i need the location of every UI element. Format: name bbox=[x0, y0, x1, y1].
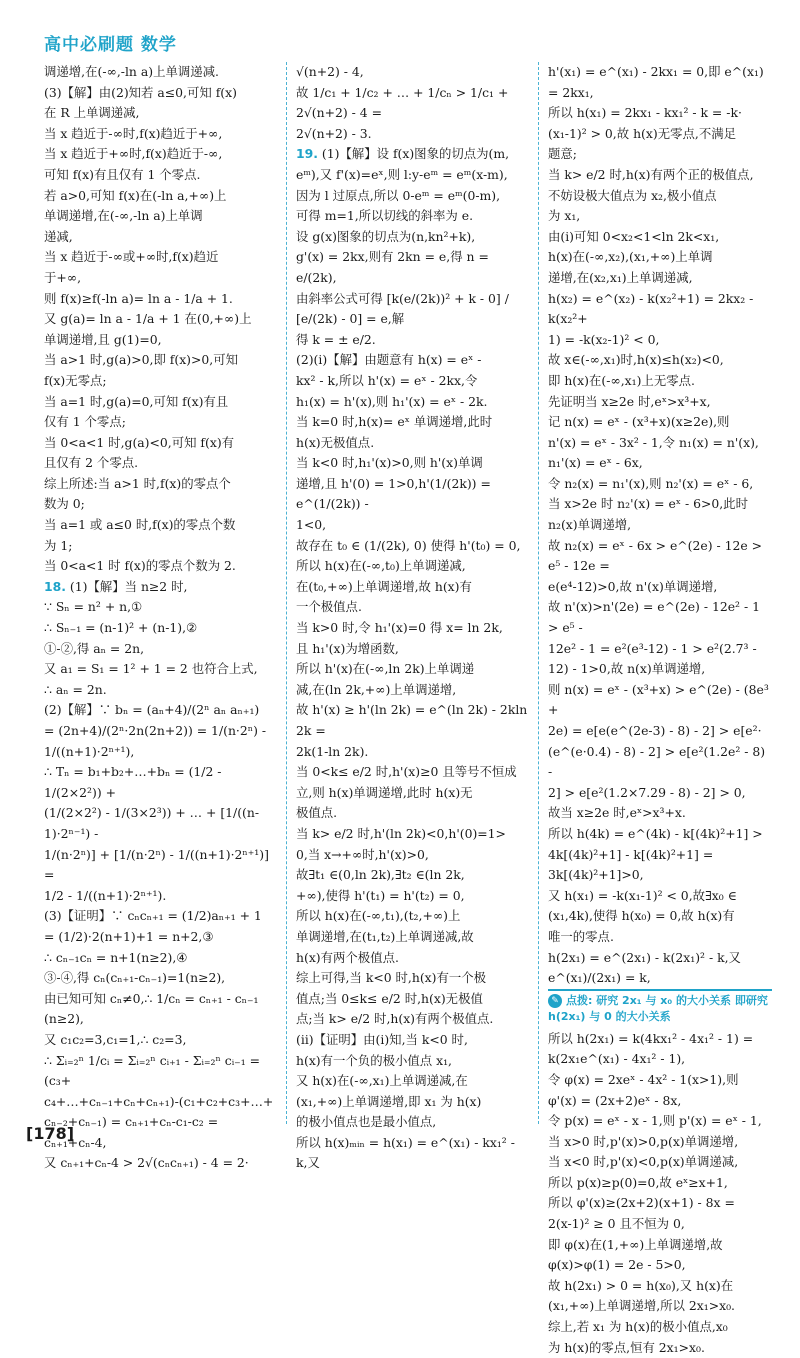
text-line: 当 x<0 时,p'(x)<0,p(x)单调递减, bbox=[548, 1154, 739, 1170]
text-line: 为 1; bbox=[44, 537, 73, 553]
text-line: 又 a₁ = S₁ = 1² + 1 = 2 也符合上式, bbox=[44, 661, 258, 677]
text-line: 又 cₙ₊₁+cₙ-4 > 2√(cₙcₙ₊₁) - 4 = 2· bbox=[44, 1155, 249, 1171]
text-line: (x₁-1)² > 0,故 h(x)无零点,不满足 bbox=[548, 125, 736, 141]
text-line: 当 k=0 时,h(x)= eˣ 单调递增,此时 bbox=[296, 414, 493, 430]
text-line: 综上所述:当 a>1 时,f(x)的零点个 bbox=[44, 475, 231, 491]
text-line: h(x)无极值点. bbox=[296, 434, 375, 450]
text-line: 1/(n·2ⁿ)] + [1/(n·2ⁿ) - 1/((n+1)·2ⁿ⁺¹)] = bbox=[44, 846, 269, 883]
text-line: 当 0<a<1 时,g(a)<0,可知 f(x)有 bbox=[44, 434, 235, 450]
text-line: 所以 φ'(x)≥(2x+2)(x+1) - 8x = bbox=[548, 1195, 735, 1211]
text-line: = (2n+4)/(2ⁿ·2n(2n+2)) = 1/(n·2ⁿ) - 1/((n+1)·2ⁿ⁺¹), bbox=[44, 723, 267, 759]
text-line: 数为 0; bbox=[44, 496, 85, 512]
text-line: 当 0<a<1 时 f(x)的零点个数为 2. bbox=[44, 558, 236, 574]
text-line: 立,则 h(x)单调递增,此时 h(x)无 bbox=[296, 784, 473, 800]
text-line: 又 h(x₁) = -k(x₁-1)² < 0,故∃x₀ ∈ bbox=[548, 887, 737, 903]
text-line: 当 0<k≤ e/2 时,h'(x)≥0 且等号不恒成 bbox=[296, 764, 517, 780]
text-line: 值点;当 0≤k≤ e/2 时,h(x)无极值 bbox=[296, 990, 483, 1006]
text-line: 故 x∈(-∞,x₁)时,h(x)≤h(x₂)<0, bbox=[548, 352, 724, 368]
text-line: kx² - k,所以 h'(x) = eˣ - 2kx,令 bbox=[296, 372, 478, 388]
text-line: 得 k = ± e/2. bbox=[296, 331, 376, 347]
text-line: 又 c₁c₂=3,c₁=1,∴ c₂=3, bbox=[44, 1031, 187, 1047]
text-line: (2)(ⅰ)【解】由题意有 h(x) = eˣ - bbox=[296, 352, 482, 368]
text-line: 故 n'(x)>n'(2e) = e^(2e) - 12e² - 1 > e⁵ - bbox=[548, 599, 760, 636]
solution-column-1 bbox=[44, 62, 276, 1174]
text-line: 1) = -k(x₂-1)² < 0, bbox=[548, 331, 660, 347]
text-line: 当 x>2e 时 n₂'(x) = eˣ - 6>0,此时 bbox=[548, 496, 748, 512]
text-line: h(x)有一个负的极小值点 x₁, bbox=[296, 1052, 452, 1068]
text-line: 在(t₀,+∞)上单调递增,故 h(x)有 bbox=[296, 578, 472, 594]
text-line: 2(x-1)² ≥ 0 且不恒为 0, bbox=[548, 1216, 685, 1232]
text-line: 1/2 - 1/((n+1)·2ⁿ⁺¹). bbox=[44, 887, 167, 903]
text-line: 当 a>1 时,g(a)>0,即 f(x)>0,可知 bbox=[44, 352, 238, 368]
text-line: 且仅有 2 个零点. bbox=[44, 455, 139, 471]
text-line: 4k[(4k)²+1] - k[(4k)²+1] = bbox=[548, 846, 714, 862]
text-line: 可得 m=1,所以切线的斜率为 e. bbox=[296, 208, 474, 224]
text-line: 又 h(x)在(-∞,x₁)上单调递减,在 bbox=[296, 1073, 468, 1089]
text-line: 因为 l 过原点,所以 0-eᵐ = eᵐ(0-m), bbox=[296, 187, 501, 203]
text-line: 所以 h'(x)在(-∞,ln 2k)上单调递 bbox=[296, 661, 475, 677]
text-line: f(x)无零点; bbox=[44, 372, 107, 388]
text-line: ∵ Sₙ = n² + n,① bbox=[44, 599, 143, 615]
text-line: ①-②,得 aₙ = 2n, bbox=[44, 640, 145, 656]
text-line: 1<0, bbox=[296, 517, 327, 533]
text-line: 2k(1-ln 2k). bbox=[296, 743, 369, 759]
text-line: (1/(2×2²) - 1/(3×2³)) + … + [1/((n-1)·2ⁿ⁻¹) - bbox=[44, 805, 260, 841]
text-line: n₁'(x) = eˣ - 6x, bbox=[548, 455, 643, 471]
text-line: 又 g(a)= ln a - 1/a + 1 在(0,+∞)上 bbox=[44, 311, 252, 327]
solution-column-3 bbox=[548, 62, 772, 1358]
text-line: 仅有 1 个零点; bbox=[44, 414, 126, 430]
text-line: +∞),使得 h'(t₁) = h'(t₂) = 0, bbox=[296, 887, 465, 903]
text-line: 令 φ(x) = 2xeˣ - 4x² - 1(x>1),则 bbox=[548, 1071, 739, 1087]
text-line: 故∃t₁ ∈(0,ln 2k),∃t₂ ∈(ln 2k, bbox=[296, 867, 465, 883]
text-line: 当 x 趋近于-∞时,f(x)趋近于+∞, bbox=[44, 125, 223, 141]
text-line: (3)【证明】∵ cₙcₙ₊₁ = (1/2)aₙ₊₁ + 1 bbox=[44, 908, 262, 924]
text-line: 递增,且 h'(0) = 1>0,h'(1/(2k)) = e^(1/(2k)) - bbox=[296, 475, 491, 512]
text-line: 当 x>0 时,p'(x)>0,p(x)单调递增, bbox=[548, 1133, 739, 1149]
text-line: √(n+2) - 4, bbox=[296, 64, 364, 79]
text-line: ③-④,得 cₙ(cₙ₊₁-cₙ₋₁)=1(n≥2), bbox=[44, 970, 226, 986]
text-line: ∴ cₙ₋₁cₙ = n+1(n≥2),④ bbox=[44, 949, 188, 965]
text-line: 单调递增,且 g(1)=0, bbox=[44, 331, 162, 347]
text-line: 所以 p(x)≥p(0)=0,故 eˣ≥x+1, bbox=[548, 1174, 728, 1190]
page-header-title: 高中必刷题 数学 bbox=[44, 35, 177, 55]
text-line: 当 k>0 时,令 h₁'(x)=0 得 x= ln 2k, bbox=[296, 620, 503, 636]
text-line: ∴ aₙ = 2n. bbox=[44, 681, 107, 697]
highlighted-formula: h(2x₁) = e^(2x₁) - k(2x₁)² - k,又 e^(x₁)/(2x₁) = k, bbox=[548, 948, 772, 991]
text-line: 由斜率公式可得 [k(e/(2k))² + k - 0] / [e/(2k) - 0] = e,解 bbox=[296, 290, 509, 327]
text-line: 当 x 趋近于+∞时,f(x)趋近于-∞, bbox=[44, 146, 223, 162]
column-divider bbox=[286, 62, 287, 1124]
text-line: h(x)有两个极值点. bbox=[296, 949, 399, 965]
column-divider bbox=[538, 62, 539, 1124]
text-line: g'(x) = 2kx,则有 2kn = e,得 n = e/(2k), bbox=[296, 249, 489, 285]
text-line: 减,在(ln 2k,+∞)上单调递增, bbox=[296, 681, 457, 697]
text-line: c₄+…+cₙ₋₁+cₙ+cₙ₊₁)-(c₁+c₂+c₃+…+ bbox=[44, 1093, 274, 1109]
text-line: 所以 h(x₁) = 2kx₁ - kx₁² - k = -k· bbox=[548, 105, 742, 121]
text-line: (2)【解】∵ bₙ = (aₙ+4)/(2ⁿ aₙ aₙ₊₁) bbox=[44, 702, 260, 718]
text-line: 故存在 t₀ ∈ (1/(2k), 0) 使得 h'(t₀) = 0, bbox=[296, 537, 521, 553]
text-line: 可知 f(x)有且仅有 1 个零点. bbox=[44, 166, 201, 182]
text-line: 若 a>0,可知 f(x)在(-ln a,+∞)上 bbox=[44, 187, 227, 203]
text-line: k(2x₁e^(x₁) - 4x₁² - 1), bbox=[548, 1051, 686, 1067]
text-line: (x₁,4k),使得 h(x₀) = 0,故 h(x)有 bbox=[548, 908, 735, 924]
text-line: 极值点. bbox=[296, 805, 338, 821]
text-line: (3)【解】由(2)知若 a≤0,可知 f(x) bbox=[44, 84, 237, 100]
text-line: 一个极值点. bbox=[296, 599, 362, 615]
tip-icon: ✎ bbox=[548, 994, 562, 1008]
text-line: 由已知可知 cₙ≠0,∴ 1/cₙ = cₙ₊₁ - cₙ₋₁ bbox=[44, 990, 259, 1006]
text-line: 记 n(x) = eˣ - (x³+x)(x≥2e),则 bbox=[548, 414, 730, 430]
tip-text: 点拨: 研究 2x₁ 与 x₀ 的大小关系 即研究 h(2x₁) 与 0 的大小关系 bbox=[548, 993, 768, 1023]
text-line: (n≥2), bbox=[44, 1011, 84, 1027]
text-line: 令 n₂(x) = n₁'(x),则 n₂'(x) = eˣ - 6, bbox=[548, 475, 754, 491]
text-line: 2] > e[e²(1.2×7.29 - 8) - 2] > 0, bbox=[548, 784, 746, 800]
page-number: [178] bbox=[26, 1124, 75, 1143]
text-line: 12) - 1>0,故 n(x)单调递增, bbox=[548, 661, 706, 677]
text-line: 故 h'(x) ≥ h'(ln 2k) = e^(ln 2k) - 2kln 2k = bbox=[296, 702, 528, 738]
text-line: cₙ₋₂+cₙ₋₁) = cₙ₊₁+cₙ-c₁-c₂ = cₙ₊₁+cₙ-4, bbox=[44, 1114, 219, 1150]
text-line: 当 a=1 或 a≤0 时,f(x)的零点个数 bbox=[44, 517, 236, 533]
text-line: 18. (1)【解】当 n≥2 时, bbox=[44, 578, 188, 594]
text-line: 所以 h(2x₁) = k(4kx₁² - 4x₁² - 1) = bbox=[548, 1030, 754, 1046]
text-line: 所以 h(4k) = e^(4k) - k[(4k)²+1] > bbox=[548, 825, 763, 841]
text-line: 在 R 上单调递减, bbox=[44, 105, 140, 121]
tip-note bbox=[548, 993, 772, 1025]
text-line: 为 x₁, bbox=[548, 208, 581, 224]
text-line: 故 h(2x₁) > 0 = h(x₀),又 h(x)在 bbox=[548, 1277, 734, 1293]
text-line: 综上,若 x₁ 为 h(x)的极小值点,x₀ bbox=[548, 1319, 728, 1335]
text-line: 不妨设极大值点为 x₂,极小值点 bbox=[548, 187, 717, 203]
text-line: h'(x₁) = e^(x₁) - 2kx₁ = 0,即 e^(x₁) = 2kx₁, bbox=[548, 64, 764, 100]
text-line: 3k[(4k)²+1]>0, bbox=[548, 867, 644, 883]
solution-column-2 bbox=[296, 62, 528, 1174]
text-line: 故当 x≥2e 时,eˣ>x³+x. bbox=[548, 805, 686, 821]
text-line: 当 a=1 时,g(a)=0,可知 f(x)有且 bbox=[44, 393, 229, 409]
text-line: = (1/2)·2(n+1)+1 = n+2,③ bbox=[44, 928, 214, 944]
text-line: (x₁,+∞)上单调递增,即 x₁ 为 h(x) bbox=[296, 1093, 482, 1109]
text-line: 2e) = e[e(e^(2e-3) - 8) - 2] > e[e²· bbox=[548, 723, 762, 738]
text-line: 调递增,在(-∞,-ln a)上单调递减. bbox=[44, 64, 219, 79]
text-line: 所以 h(x)在(-∞,t₀)上单调递减, bbox=[296, 558, 466, 574]
text-line: h(x₂) = e^(x₂) - k(x₂²+1) = 2kx₂ - k(x₂²+ bbox=[548, 290, 754, 327]
text-line: (e^(e·0.4) - 8) - 2] > e[e²(1.2e² - 8) - bbox=[548, 743, 766, 780]
text-line: 单调递增,在(t₁,t₂)上单调递减,故 bbox=[296, 928, 474, 944]
text-line: h(x)在(-∞,x₂),(x₁,+∞)上单调 bbox=[548, 249, 713, 265]
text-line: 递减, bbox=[44, 228, 73, 244]
text-line: 于+∞, bbox=[44, 269, 82, 285]
text-line: eᵐ),又 f'(x)=eˣ,则 l:y-eᵐ = eᵐ(x-m), bbox=[296, 166, 508, 182]
text-line: 递增,在(x₂,x₁)上单调递减, bbox=[548, 269, 693, 285]
text-line: 当 x 趋近于-∞或+∞时,f(x)趋近 bbox=[44, 249, 219, 265]
text-line: 先证明当 x≥2e 时,eˣ>x³+x, bbox=[548, 393, 711, 409]
text-line: 唯一的零点. bbox=[548, 928, 614, 944]
text-line: 设 g(x)图象的切点为(n,kn²+k), bbox=[296, 228, 476, 244]
text-line: 单调递增,在(-∞,-ln a)上单调 bbox=[44, 208, 203, 224]
text-line: n'(x) = eˣ - 3x² - 1,令 n₁(x) = n'(x), bbox=[548, 434, 759, 450]
text-line: φ(x)>φ(1) = 2e - 5>0, bbox=[548, 1257, 686, 1273]
text-line: ∴ Sₙ₋₁ = (n-1)² + (n-1),② bbox=[44, 620, 198, 636]
text-line: (x₁,+∞)上单调递增,所以 2x₁>x₀. bbox=[548, 1298, 735, 1314]
text-line: ∴ Σᵢ₌₂ⁿ 1/cᵢ = Σᵢ₌₂ⁿ cᵢ₊₁ - Σᵢ₌₂ⁿ cᵢ₋₁ = (c₃+ bbox=[44, 1052, 261, 1089]
text-line: 当 k> e/2 时,h(x)有两个正的极值点, bbox=[548, 166, 754, 182]
text-line: 12e² - 1 = e²(e³-12) - 1 > e²(2.7³ - bbox=[548, 640, 757, 656]
text-line: n₂(x)单调递增, bbox=[548, 517, 632, 533]
text-line: 为 h(x)的零点,恒有 2x₁>x₀. bbox=[548, 1339, 705, 1355]
text-line: 令 p(x) = eˣ - x - 1,则 p'(x) = eˣ - 1, bbox=[548, 1113, 762, 1129]
text-line: φ'(x) = (2x+2)eˣ - 8x, bbox=[548, 1092, 682, 1108]
text-line: 则 n(x) = eˣ - (x³+x) > e^(2e) - (8e³ + bbox=[548, 681, 769, 718]
text-line: h₁(x) = h'(x),则 h₁'(x) = eˣ - 2k. bbox=[296, 393, 488, 409]
text-line: (ⅱ)【证明】由(ⅰ)知,当 k<0 时, bbox=[296, 1031, 468, 1047]
text-line: 2√(n+2) - 3. bbox=[296, 125, 372, 141]
text-line: 题意; bbox=[548, 146, 577, 162]
text-line: 所以 h(x)在(-∞,t₁),(t₂,+∞)上 bbox=[296, 908, 461, 924]
text-line: e(e⁴-12)>0,故 n'(x)单调递增, bbox=[548, 578, 718, 594]
text-line: 故 1/c₁ + 1/c₂ + … + 1/cₙ > 1/c₁ + 2√(n+2) - 4 = bbox=[296, 84, 509, 121]
text-line: 由(ⅰ)可知 0<x₂<1<ln 2k<x₁, bbox=[548, 228, 720, 244]
text-line: 即 φ(x)在(1,+∞)上单调递增,故 bbox=[548, 1236, 723, 1252]
text-line: 综上可得,当 k<0 时,h(x)有一个极 bbox=[296, 970, 487, 986]
text-line: 19. (1)【解】设 f(x)图象的切点为(m, bbox=[296, 146, 510, 162]
question-number: 18. bbox=[44, 578, 66, 594]
text-line: ∴ Tₙ = b₁+b₂+…+bₙ = (1/2 - 1/(2×2²)) + bbox=[44, 764, 222, 800]
text-line: 0,当 x→+∞时,h'(x)>0, bbox=[296, 846, 429, 862]
text-line: 所以 h(x)ₘᵢₙ = h(x₁) = e^(x₁) - kx₁² - k,又 bbox=[296, 1134, 515, 1171]
text-line: 当 k<0 时,h₁'(x)>0,则 h'(x)单调 bbox=[296, 455, 483, 471]
text-line: 故 n₂(x) = eˣ - 6x > e^(2e) - 12e > e⁵ - 12e = bbox=[548, 537, 763, 574]
text-line: 的极小值点也是最小值点, bbox=[296, 1114, 437, 1130]
text-line: 点;当 k> e/2 时,h(x)有两个极值点. bbox=[296, 1011, 494, 1027]
text-line: 且 h₁'(x)为增函数, bbox=[296, 640, 399, 656]
text-line: 即 h(x)在(-∞,x₁)上无零点. bbox=[548, 372, 695, 388]
text-line: 当 k> e/2 时,h'(ln 2k)<0,h'(0)=1> bbox=[296, 825, 506, 841]
text-line: 则 f(x)≥f(-ln a)= ln a - 1/a + 1. bbox=[44, 290, 233, 306]
question-number: 19. bbox=[296, 146, 318, 162]
